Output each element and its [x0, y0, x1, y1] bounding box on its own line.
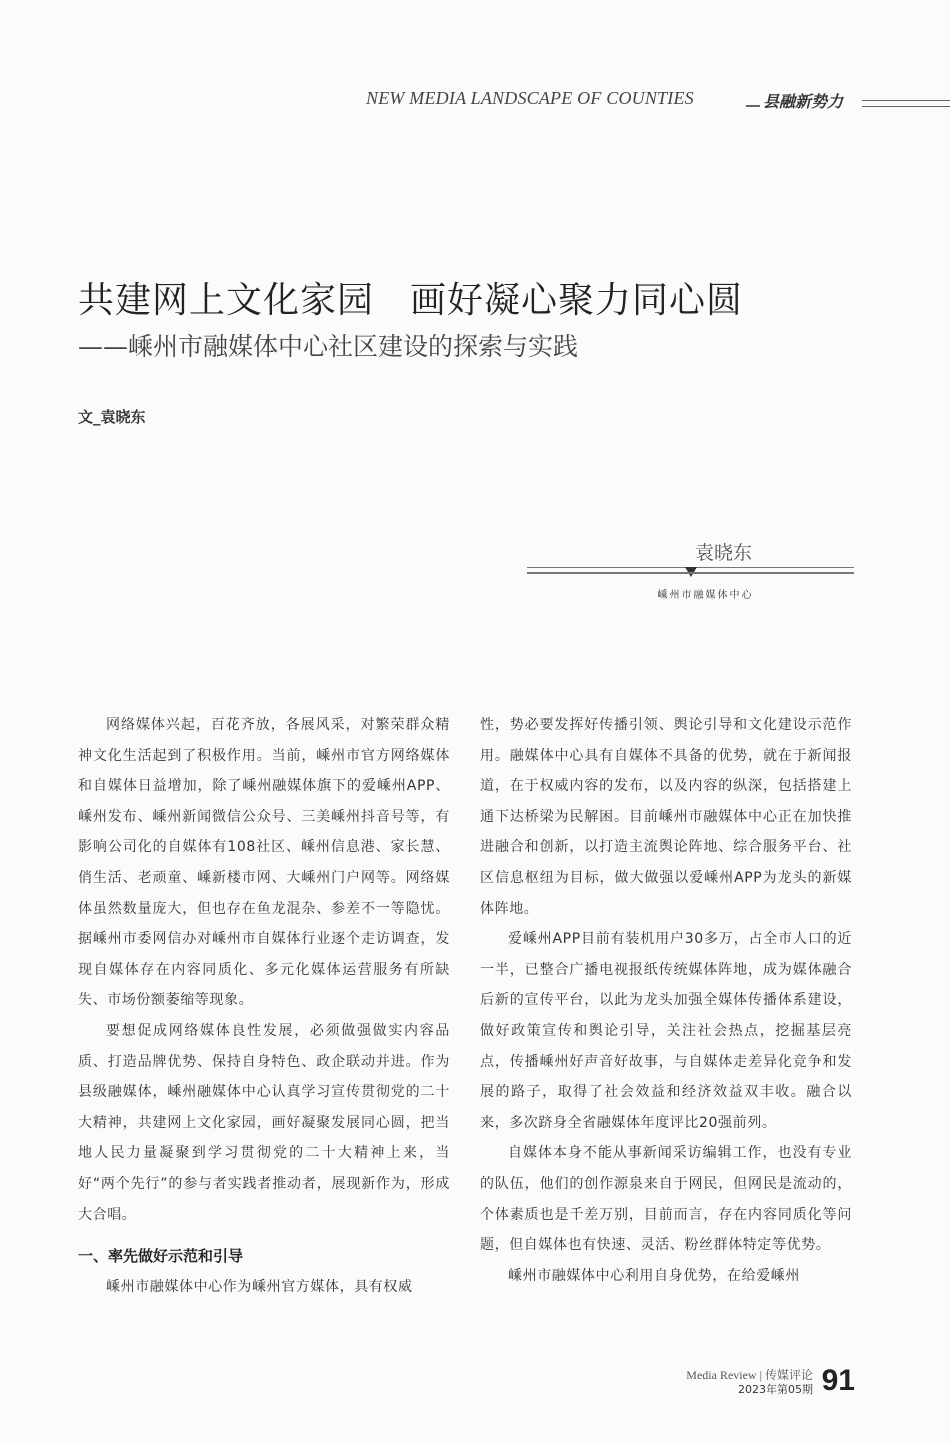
title-part2: 画好凝心聚力同心圆	[410, 280, 744, 321]
footer-journal: Media Review | 传媒评论	[686, 1368, 813, 1382]
article-title	[78, 272, 743, 323]
author-rule-bottom	[527, 572, 854, 574]
paragraph: 自媒体本身不能从事新闻采访编辑工作，也没有专业的队伍，他们的创作源泉来自于网民，但网民是流动的，个体素质也是千差万别，目前而言，存在内容同质化等问题，但自媒体也有快速、灵活、粉丝群体特定等优势。	[480, 1145, 852, 1254]
article-subtitle: ——嵊州市融媒体中心社区建设的探索与实践	[78, 332, 579, 361]
running-header	[360, 88, 950, 112]
author-name: 袁晓东	[694, 542, 752, 564]
paragraph: 嵊州市融媒体中心作为嵊州官方媒体，具有权威	[106, 1278, 413, 1295]
paragraph: 要想促成网络媒体良性发展，必须做强做实内容品质、打造品牌优势、保持自身特色、政企联动并进。作为县级融媒体，嵊州融媒体中心认真学习宣传贯彻党的二十大精神，共建网上文化家园，画好凝聚发展同心圆，把当地人民力量凝聚到学习贯彻党的二十大精神上来，当好“两个先行”的参与者实践者推动者，展现新作为，形成大合唱。	[78, 1022, 450, 1223]
left-column	[78, 710, 450, 1302]
right-column	[480, 710, 852, 1291]
paragraph: 嵊州市融媒体中心利用自身优势，在给爱嵊州	[508, 1267, 800, 1284]
header-double-rule	[862, 100, 950, 107]
header-english-label: NEW MEDIA LANDSCAPE OF COUNTIES	[366, 88, 694, 108]
header-section-label: 县融新势力	[763, 92, 844, 111]
title-part1: 共建网上文化家园	[78, 280, 375, 321]
author-affiliation: 嵊州市融媒体中心	[657, 590, 754, 601]
section-heading: 一、率先做好示范和引导	[78, 1247, 244, 1266]
byline: 文_袁晓东	[78, 408, 146, 426]
header-dash	[746, 105, 760, 107]
paragraph: 网络媒体兴起，百花齐放，各展风采，对繁荣群众精神文化生活起到了积极作用。当前，嵊州市官方网络媒体和自媒体日益增加，除了嵊州融媒体旗下的爱嵊州APP、嵊州发布、嵊州新闻微信公众号、三美嵊州抖音号等，有影响公司化的自媒体有108社区、嵊州信息港、家长慧、俏生活、老顽童、嵊新楼市网、大嵊州门户网等。网络媒体虽然数量庞大，但也存在鱼龙混杂、参差不一等隐忧。据嵊州市委网信办对嵊州市自媒体行业逐个走访调查，发现自媒体存在内容同质化、多元化媒体运营服务有所缺失、市场份额萎缩等现象。	[78, 717, 450, 1009]
paragraph: 性，势必要发挥好传播引领、舆论引导和文化建设示范作用。融媒体中心具有自媒体不具备的优势，就在于新闻报道，在于权威内容的发布，以及内容的纵深，包括搭建上通下达桥梁为民解困。目前嵊州市融媒体中心正在加快推进融合和创新，以打造主流舆论阵地、综合服务平台、社区信息枢纽为目标，做大做强以爱嵊州APP为龙头的新媒体阵地。	[480, 717, 852, 917]
page-footer	[640, 1366, 855, 1400]
author-box	[527, 536, 854, 606]
footer-issue: 2023年第05期	[738, 1383, 813, 1396]
paragraph: 爱嵊州APP目前有装机用户30多万，占全市人口的近一半，已整合广播电视报纸传统媒体阵地，成为媒体融合后新的宣传平台，以此为龙头加强全媒体传播体系建设，做好政策宣传和舆论引导，关注社会热点，挖掘基层亮点，传播嵊州好声音好故事，与自媒体走差异化竞争和发展的路子，取得了社会效益和经济效益双丰收。融合以来，多次跻身全省融媒体年度评比20强前列。	[480, 931, 852, 1131]
page-number: 91	[821, 1364, 855, 1397]
